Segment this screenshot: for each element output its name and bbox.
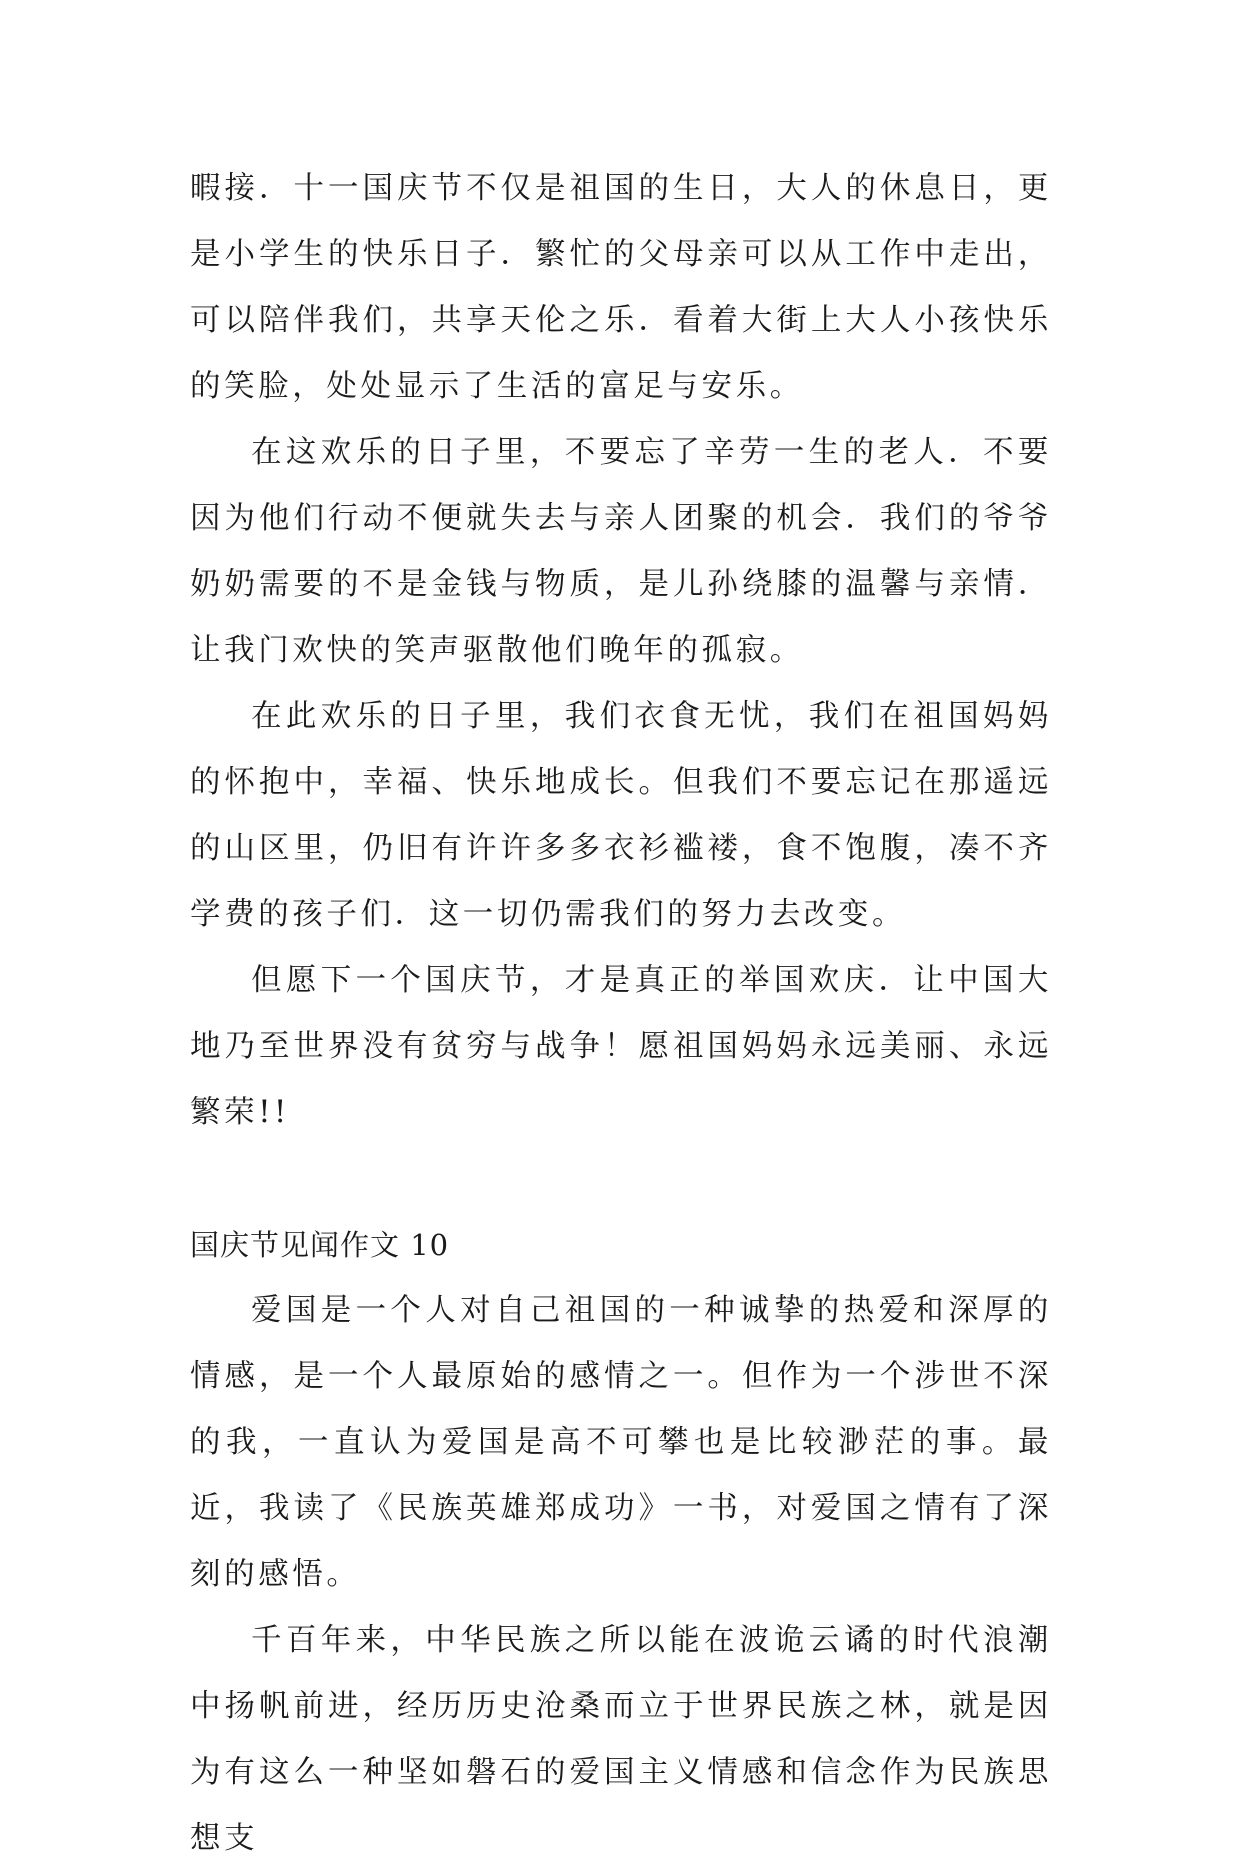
essay-heading: 国庆节见闻作文 10	[190, 1228, 450, 1262]
paragraph-mountain-children: 在此欢乐的日子里，我们衣食无忧，我们在祖国妈妈的怀抱中，幸福、快乐地成长。但我们不要忘记在那遥远的山区里，仍旧有许许多多衣衫褴褛，食不饱腹，凑不齐学费的孩子们．这一切仍需我们的努力去改变。	[190, 699, 1052, 932]
document-page	[190, 156, 1052, 1872]
paragraph-wish: 但愿下一个国庆节，才是真正的举国欢庆．让中国大地乃至世界没有贫穷与战争！愿祖国妈妈永远美丽、永远繁荣!!	[190, 963, 1052, 1130]
paragraph-history: 千百年来，中华民族之所以能在波诡云谲的时代浪潮中扬帆前进，经历历史沧桑而立于世界民族之林，就是因为有这么一种坚如磐石的爱国主义情感和信念作为民族思想支	[190, 1623, 1052, 1856]
paragraph-patriotism: 爱国是一个人对自己祖国的一种诚挚的热爱和深厚的情感，是一个人最原始的感情之一。但作为一个涉世不深的我，一直认为爱国是高不可攀也是比较渺茫的事。最近，我读了《民族英雄郑成功》一书，对爱国之情有了深刻的感悟。	[190, 1293, 1052, 1592]
paragraph-elderly: 在这欢乐的日子里，不要忘了辛劳一生的老人．不要因为他们行动不便就失去与亲人团聚的机会．我们的爷爷奶奶需要的不是金钱与物质，是儿孙绕膝的温馨与亲情．让我门欢快的笑声驱散他们晚年的孤寂。	[190, 435, 1052, 668]
paragraph-continued: 暇接．十一国庆节不仅是祖国的生日，大人的休息日，更是小学生的快乐日子．繁忙的父母亲可以从工作中走出，可以陪伴我们，共享天伦之乐．看着大街上大人小孩快乐的笑脸，处处显示了生活的富足与安乐。	[190, 171, 1052, 404]
